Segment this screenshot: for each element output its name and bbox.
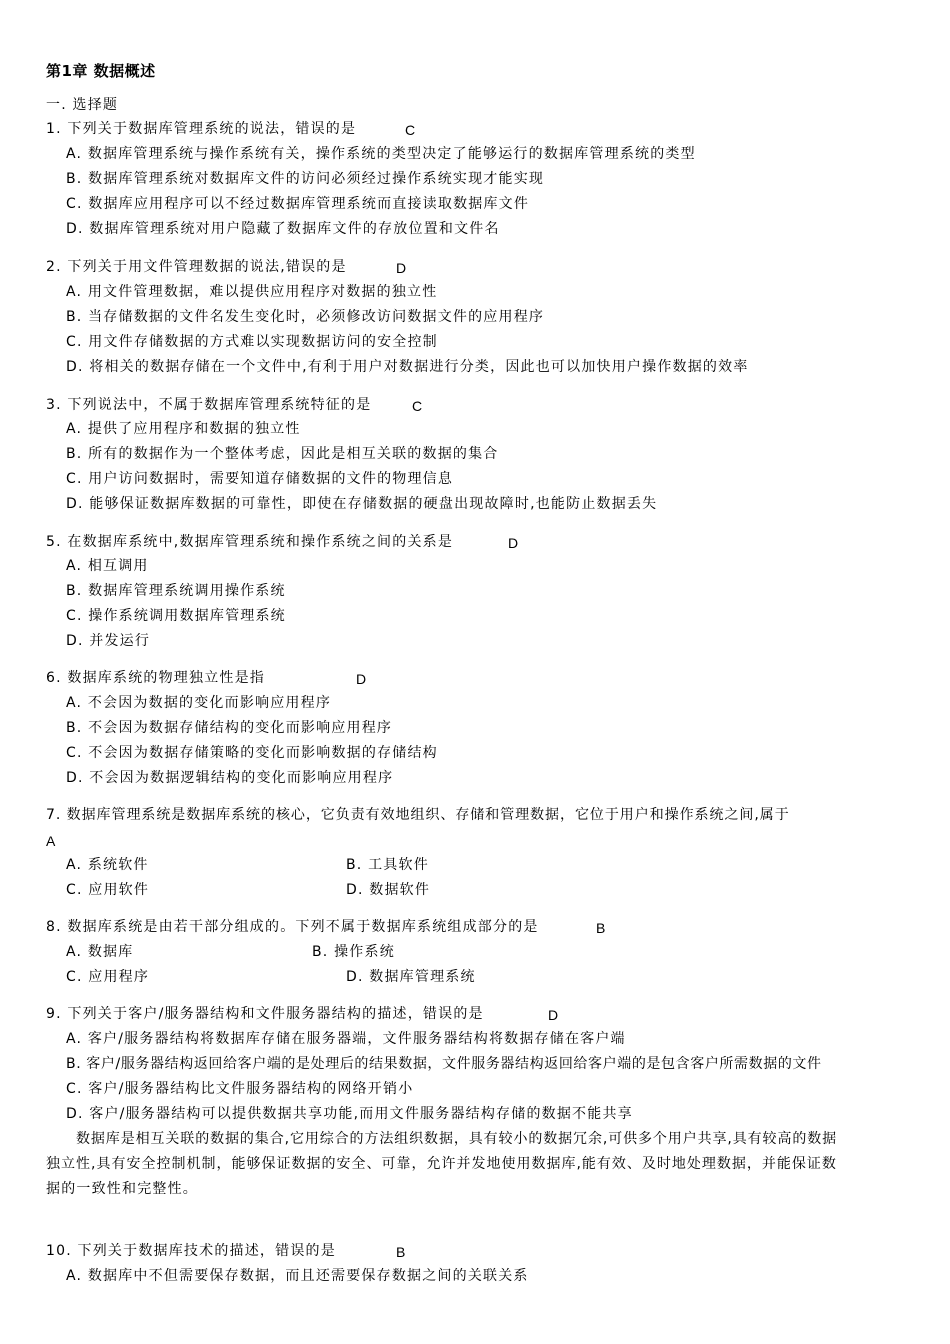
option-c: C. 应用程序 [66, 969, 150, 985]
option-a: A. 数据库中不但需要保存数据，而且还需要保存数据之间的关联关系 [66, 1268, 529, 1284]
option-c: C. 数据库应用程序可以不经过数据库管理系统而直接读取数据库文件 [66, 196, 530, 212]
paragraph-line: 据的一致性和完整性。 [46, 1181, 198, 1197]
option-c: C. 不会因为数据存储策略的变化而影响数据的存储结构 [66, 745, 438, 761]
option-a: A. 数据库 [66, 944, 134, 960]
option-c: C. 客户/服务器结构比文件服务器结构的网络开销小 [66, 1081, 414, 1097]
question-stem: 8. 数据库系统是由若干部分组成的。下列不属于数据库系统组成部分的是 [46, 919, 539, 935]
question-stem: 3. 下列说法中，不属于数据库管理系统特征的是 [46, 397, 372, 413]
option-d: D. 客户/服务器结构可以提供数据共享功能,而用文件服务器结构存储的数据不能共享 [66, 1106, 633, 1122]
question-stem: 9. 下列关于客户/服务器结构和文件服务器结构的描述，错误的是 [46, 1006, 484, 1022]
option-a: A. 用文件管理数据，难以提供应用程序对数据的独立性 [66, 284, 438, 300]
option-b: B. 客户/服务器结构返回给客户端的是处理后的结果数据，文件服务器结构返回给客户端的是包含客户所需数据的文件 [66, 1056, 822, 1072]
option-b: B. 不会因为数据存储结构的变化而影响应用程序 [66, 720, 393, 736]
option-d: D. 数据库管理系统 [346, 969, 476, 985]
section-title: 一. 选择题 [46, 97, 119, 113]
option-a: A. 系统软件 [66, 857, 149, 873]
question-answer: A [46, 833, 56, 849]
option-d: D. 不会因为数据逻辑结构的变化而影响应用程序 [66, 770, 394, 786]
option-b: B. 操作系统 [312, 944, 395, 960]
option-d: D. 并发运行 [66, 633, 151, 649]
option-a: A. 相互调用 [66, 558, 149, 574]
paragraph-line: 独立性,具有安全控制机制，能够保证数据的安全、可靠，允许并发地使用数据库,能有效、及时地处理数据，并能保证数 [46, 1156, 837, 1172]
question-answer: B [396, 1244, 406, 1260]
option-a: A. 客户/服务器结构将数据库存储在服务器端，文件服务器结构将数据存储在客户端 [66, 1031, 626, 1047]
question-answer: C [412, 398, 423, 414]
option-c: C. 操作系统调用数据库管理系统 [66, 608, 286, 624]
question-stem: 6. 数据库系统的物理独立性是指 [46, 670, 266, 686]
option-b: B. 当存储数据的文件名发生变化时，必须修改访问数据文件的应用程序 [66, 309, 545, 325]
option-d: D. 数据库管理系统对用户隐藏了数据库文件的存放位置和文件名 [66, 221, 500, 237]
option-d: D. 数据软件 [346, 882, 431, 898]
option-a: A. 提供了应用程序和数据的独立性 [66, 421, 301, 437]
option-b: B. 工具软件 [346, 857, 429, 873]
chapter-title: 第1章 数据概述 [46, 62, 156, 80]
question-stem: 2. 下列关于用文件管理数据的说法,错误的是 [46, 259, 347, 275]
option-d: D. 能够保证数据库数据的可靠性，即使在存储数据的硬盘出现故障时,也能防止数据丢失 [66, 496, 658, 512]
question-stem: 7. 数据库管理系统是数据库系统的核心，它负责有效地组织、存储和管理数据，它位于用户和操作系统之间,属于 [46, 807, 790, 823]
option-b: B. 数据库管理系统对数据库文件的访问必须经过操作系统实现才能实现 [66, 171, 545, 187]
option-a: A. 不会因为数据的变化而影响应用程序 [66, 695, 332, 711]
option-b: B. 数据库管理系统调用操作系统 [66, 583, 286, 599]
option-d: D. 将相关的数据存储在一个文件中,有利于用户对数据进行分类，因此也可以加快用户操作数据的效率 [66, 359, 749, 375]
option-a: A. 数据库管理系统与操作系统有关，操作系统的类型决定了能够运行的数据库管理系统的类型 [66, 146, 696, 162]
option-c: C. 用文件存储数据的方式难以实现数据访问的安全控制 [66, 334, 438, 350]
question-stem: 5. 在数据库系统中,数据库管理系统和操作系统之间的关系是 [46, 534, 454, 550]
question-answer: C [405, 122, 416, 138]
option-c: C. 用户访问数据时，需要知道存储数据的文件的物理信息 [66, 471, 454, 487]
option-b: B. 所有的数据作为一个整体考虑，因此是相互关联的数据的集合 [66, 446, 499, 462]
question-answer: D [548, 1007, 559, 1023]
paragraph-line: 数据库是相互关联的数据的集合,它用综合的方法组织数据，具有较小的数据冗余,可供多个用户共享,具有较高的数据 [76, 1131, 838, 1147]
option-c: C. 应用软件 [66, 882, 150, 898]
question-answer: D [396, 260, 407, 276]
question-stem: 1. 下列关于数据库管理系统的说法，错误的是 [46, 121, 357, 137]
question-answer: D [508, 535, 519, 551]
question-stem: 10. 下列关于数据库技术的描述，错误的是 [46, 1243, 336, 1259]
question-answer: D [356, 671, 367, 687]
question-answer: B [596, 920, 606, 936]
